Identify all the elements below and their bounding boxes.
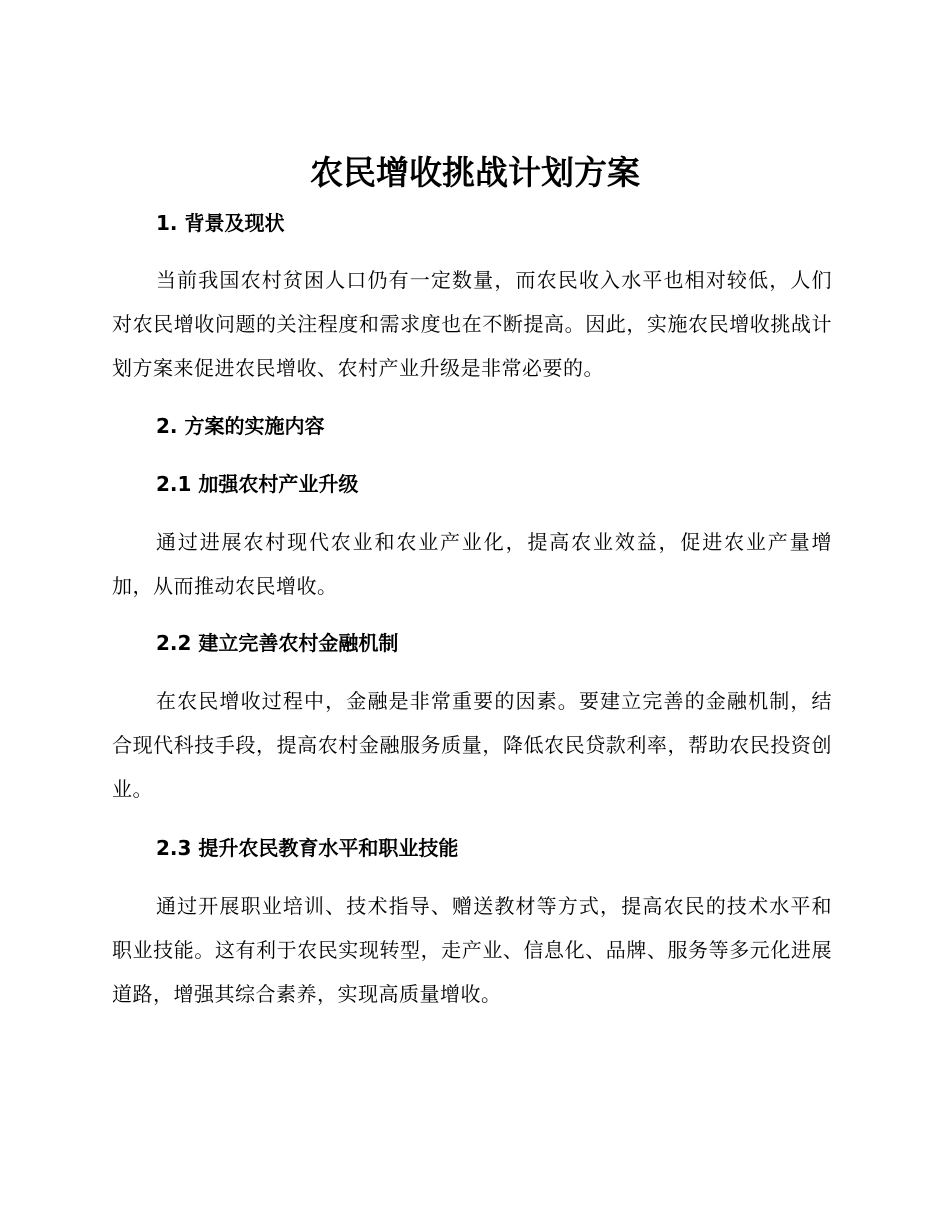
- paragraph-finance-mechanism: 在农民增收过程中，金融是非常重要的因素。要建立完善的金融机制，结合现代科技手段，提高农村金融服务质量，降低农民贷款利率，帮助农民投资创业。: [112, 689, 832, 801]
- section-heading-industry-upgrade: 2.1 加强农村产业升级: [156, 472, 359, 496]
- paragraph-background: 当前我国农村贫困人口仍有一定数量，而农民收入水平也相对较低，人们对农民增收问题的关注程度和需求度也在不断提高。因此，实施农民增收挑战计划方案来促进农民增收、农村产业升级是非常必要的。: [112, 268, 832, 380]
- paragraph-education-skills: 通过开展职业培训、技术指导、赠送教材等方式，提高农民的技术水平和职业技能。这有利于农民实现转型，走产业、信息化、品牌、服务等多元化进展道路，增强其综合素养，实现高质量增收。: [112, 894, 832, 1006]
- section-heading-implementation: 2. 方案的实施内容: [156, 414, 325, 438]
- paragraph-industry-upgrade: 通过进展农村现代农业和农业产业化，提高农业效益，促进农业产量增加，从而推动农民增收。: [112, 530, 832, 598]
- document-title: 农民增收挑战计划方案: [310, 153, 640, 192]
- section-heading-finance-mechanism: 2.2 建立完善农村金融机制: [156, 631, 399, 655]
- section-heading-education-skills: 2.3 提升农民教育水平和职业技能: [156, 836, 459, 860]
- section-heading-background: 1. 背景及现状: [156, 211, 285, 235]
